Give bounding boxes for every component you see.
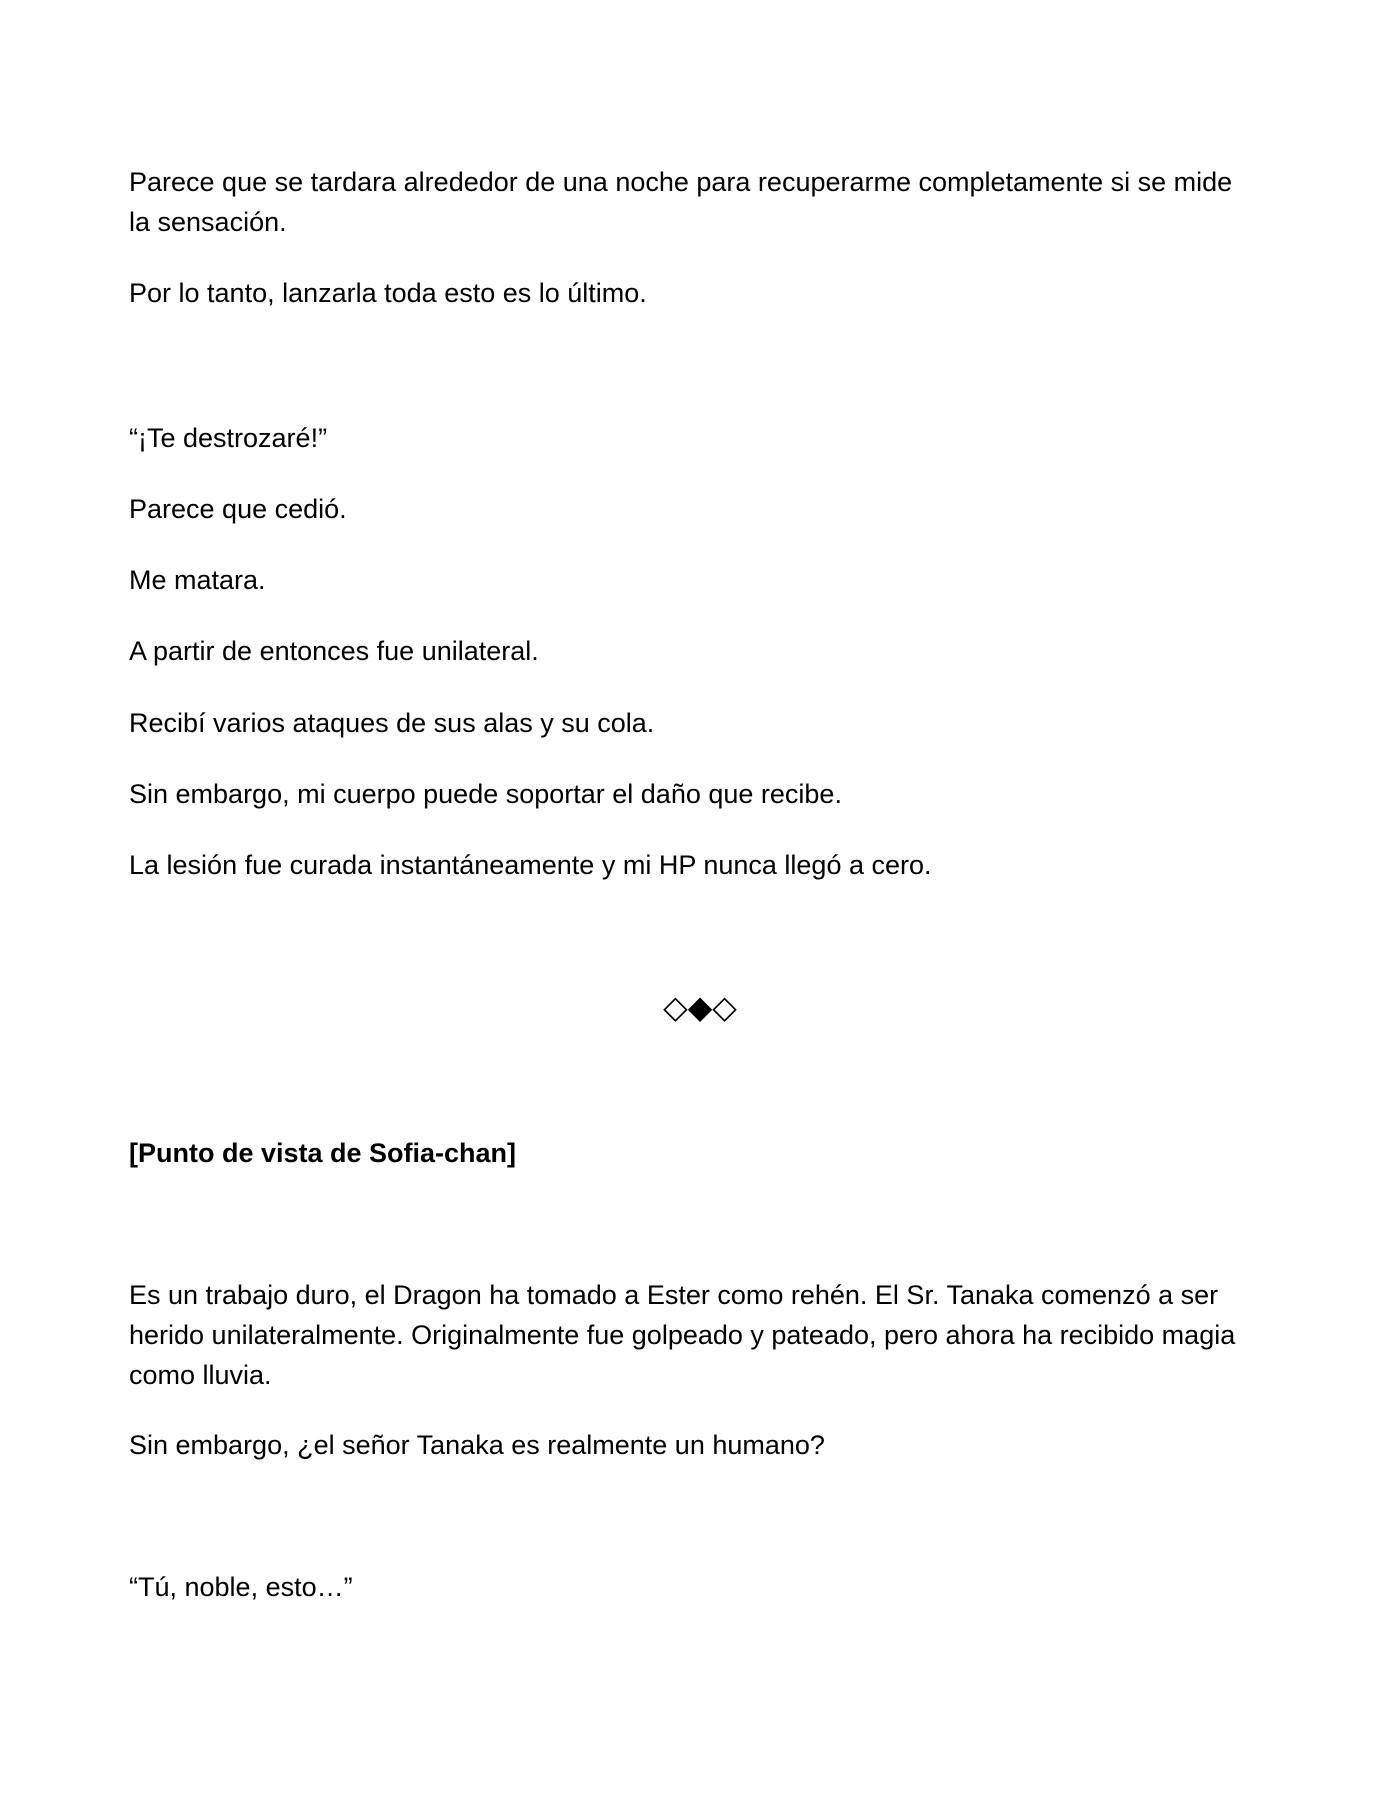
paragraph-recovery: Parece que se tardara alrededor de una noche para recuperarme completamente si se mide la sensación. [129, 167, 1233, 237]
paragraph-last-resort: Por lo tanto, lanzarla toda esto es lo último. [129, 278, 647, 308]
paragraph-gave-in: Parece que cedió. [129, 494, 347, 524]
paragraph-healed: La lesión fue curada instantáneamente y mi HP nunca llegó a cero. [129, 850, 932, 880]
paragraph-attacks: Recibí varios ataques de sus alas y su cola. [129, 708, 655, 738]
paragraph-human-question: Sin embargo, ¿el señor Tanaka es realmente un humano? [129, 1430, 825, 1460]
paragraph-unilateral: A partir de entonces fue unilateral. [129, 636, 539, 666]
paragraph-kill: Me matara. [129, 565, 266, 595]
section-heading: [Punto de vista de Sofia-chan] [129, 1138, 517, 1168]
scene-separator: ◇◆◇ [663, 988, 737, 1026]
dialogue-noble: “Tú, noble, esto…” [129, 1572, 353, 1602]
paragraph-hostage: Es un trabajo duro, el Dragon ha tomado a Ester como rehén. El Sr. Tanaka comenzó a ser herido unilateralmente. Originalmente fue golpeado y pateado, pero ahora ha recibido magia como lluvia. [129, 1280, 1236, 1390]
paragraph-endure: Sin embargo, mi cuerpo puede soportar el daño que recibe. [129, 779, 842, 809]
dialogue-destroy: “¡Te destrozaré!” [129, 423, 328, 453]
